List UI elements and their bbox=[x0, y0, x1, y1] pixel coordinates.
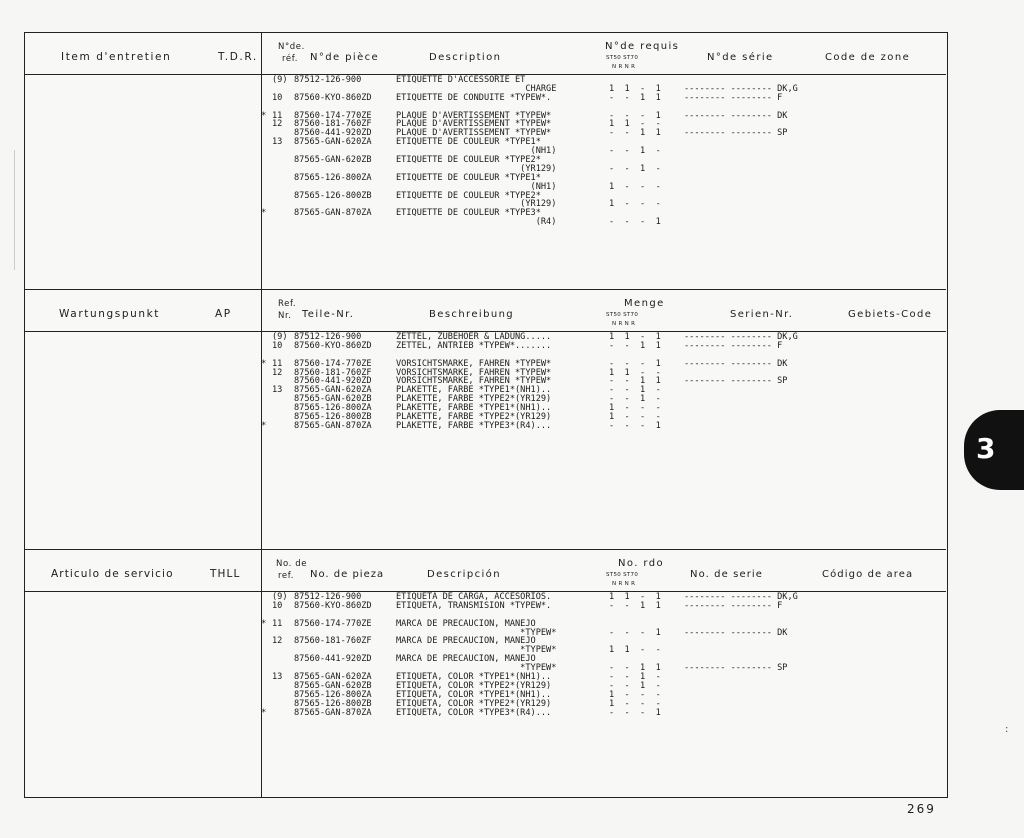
table-row bbox=[261, 208, 946, 219]
part-number: 87560-KYO-860ZD bbox=[294, 600, 372, 611]
star-mark: * bbox=[261, 707, 267, 718]
part-number: 87560-174-770ZE bbox=[294, 358, 372, 369]
part-number: 87565-GAN-620ZB bbox=[294, 155, 372, 166]
models-header: ST50 ST70 bbox=[606, 55, 639, 61]
parts-rows bbox=[261, 592, 946, 718]
description: (R4) bbox=[396, 217, 557, 228]
part-number: 87565-GAN-620ZA bbox=[294, 672, 372, 683]
description: (YR129) bbox=[396, 199, 557, 210]
table-row bbox=[268, 192, 946, 201]
quantity: 1 1 - - bbox=[609, 645, 661, 656]
part-number: 87560-174-770ZE bbox=[294, 618, 372, 629]
part-number: 87560-174-770ZE bbox=[294, 110, 372, 121]
desc-header: Beschreibung bbox=[429, 309, 515, 320]
star-mark: * bbox=[261, 420, 267, 431]
part-number: 87565-GAN-620ZA bbox=[294, 137, 372, 148]
description: ZETTEL, ZUBEHOER & LADUNG..... bbox=[396, 332, 552, 342]
nr-header: N R N R bbox=[612, 64, 636, 70]
table-row bbox=[268, 342, 946, 351]
serial-zone: -------- -------- F bbox=[684, 92, 783, 103]
star-mark: * bbox=[261, 618, 267, 629]
section-french bbox=[25, 33, 946, 289]
quantity: - - 1 - bbox=[609, 672, 661, 683]
part-number: 87560-KYO-860ZD bbox=[294, 92, 372, 103]
desc-header: Descripción bbox=[427, 569, 501, 580]
description: *TYPEW* bbox=[396, 627, 557, 638]
description: ETIQUETA, TRANSMISION *TYPEW*. bbox=[396, 600, 552, 611]
description: MARCA DE PRECAUCION, MANEJO bbox=[396, 618, 536, 629]
part-header: N°de pièce bbox=[310, 52, 380, 63]
description: ETIQUETTE DE COULEUR *TYPE1* bbox=[396, 172, 541, 183]
section-spanish bbox=[25, 549, 946, 797]
part-number: 87565-126-800ZA bbox=[294, 689, 372, 700]
section-tab-number: 3 bbox=[976, 432, 996, 465]
ref-header-b: réf. bbox=[282, 54, 299, 64]
part-number: 87565-GAN-870ZA bbox=[294, 420, 372, 431]
ref-number: 11 bbox=[272, 110, 283, 121]
quantity: - - - 1 bbox=[609, 627, 661, 638]
part-number: 87560-441-920ZD bbox=[294, 128, 372, 139]
ref-header-b: ref. bbox=[278, 571, 295, 581]
description: ZETTEL, ANTRIEB *TYPEW*....... bbox=[396, 340, 552, 351]
quantity: - - - 1 bbox=[609, 110, 661, 121]
quantity: - - 1 1 bbox=[609, 92, 661, 103]
description: MARCA DE PRECAUCION, MANEJO bbox=[396, 636, 536, 647]
zone-header: Gebiets-Code bbox=[848, 309, 933, 320]
scan-edge-line bbox=[14, 150, 15, 270]
description: ETIQUETA, COLOR *TYPE1*(NH1).. bbox=[396, 689, 552, 700]
quantity: - - - 1 bbox=[609, 707, 661, 718]
serial-zone: -------- -------- SP bbox=[684, 663, 788, 674]
star-mark: * bbox=[261, 110, 267, 121]
ref-number: 10 bbox=[272, 92, 283, 103]
table-row bbox=[268, 76, 946, 85]
table-row bbox=[261, 707, 946, 718]
table-row bbox=[268, 602, 946, 611]
ref-number: 12 bbox=[272, 636, 283, 647]
quantity: - - 1 1 bbox=[609, 340, 661, 351]
serial-zone: -------- -------- DK bbox=[684, 110, 788, 121]
part-number: 87565-GAN-870ZA bbox=[294, 707, 372, 718]
description: VORSICHTSMARKE, FAHREN *TYPEW* bbox=[396, 376, 552, 387]
table-row bbox=[268, 218, 946, 227]
section-tab bbox=[964, 410, 1024, 490]
item-title: Articulo de servicio bbox=[51, 568, 174, 580]
description: PLAKETTE, FARBE *TYPE1*(NH1).. bbox=[396, 403, 552, 414]
quantity: - - 1 - bbox=[609, 163, 661, 174]
quantity: - - 1 1 bbox=[609, 663, 661, 674]
description: ETIQUETTE DE CONDUITE *TYPEW*. bbox=[396, 92, 552, 103]
description: (YR129) bbox=[396, 163, 557, 174]
table-row bbox=[268, 637, 946, 646]
part-number: 87565-GAN-870ZA bbox=[294, 208, 372, 219]
left-column bbox=[25, 290, 262, 550]
parts-catalog-page bbox=[24, 32, 948, 798]
description: ETIQUETA DE CARGA, ACCESORIOS. bbox=[396, 592, 552, 602]
description: (NH1) bbox=[396, 181, 557, 192]
models-header: ST50 ST70 bbox=[606, 572, 639, 578]
serial-zone: -------- -------- F bbox=[684, 600, 783, 611]
left-column bbox=[25, 550, 262, 797]
quantity: - - - 1 bbox=[609, 358, 661, 369]
ref-number: 13 bbox=[272, 137, 283, 148]
quantity: 1 1 - 1 bbox=[609, 592, 661, 602]
star-mark: * bbox=[261, 358, 267, 369]
part-number: 87560-KYO-860ZD bbox=[294, 340, 372, 351]
parts-rows bbox=[261, 75, 946, 228]
quantity: - - - 1 bbox=[609, 217, 661, 228]
part-number: 87565-GAN-620ZB bbox=[294, 394, 372, 405]
quantity: - - 1 1 bbox=[609, 376, 661, 387]
quantity: 1 - - - bbox=[609, 698, 661, 709]
serial-header: Serien-Nr. bbox=[730, 309, 794, 320]
description: ETIQUETTE DE COULEUR *TYPE2* bbox=[396, 190, 541, 201]
quantity: - - - 1 bbox=[609, 420, 661, 431]
description: PLAKETTE, FARBE *TYPE3*(R4)... bbox=[396, 420, 552, 431]
description: *TYPEW* bbox=[396, 645, 557, 656]
description: PLAQUE D'AVERTISSEMENT *TYPEW* bbox=[396, 110, 552, 121]
part-number: 87512-126-900 bbox=[294, 75, 362, 85]
part-header: Teile-Nr. bbox=[302, 309, 355, 320]
description: ETIQUETTE D'ACCESSORIE ET bbox=[396, 75, 526, 85]
quantity: 1 1 - 1 bbox=[609, 83, 661, 94]
serial-zone: -------- -------- SP bbox=[684, 376, 788, 387]
description: ETIQUETA, COLOR *TYPE2*(YR129) bbox=[396, 680, 552, 691]
desc-header: Description bbox=[429, 52, 502, 63]
quantity: 1 1 - 1 bbox=[609, 332, 661, 342]
quantity: - - 1 - bbox=[609, 680, 661, 691]
ref-number: 13 bbox=[272, 385, 283, 396]
serial-zone: -------- -------- DK bbox=[684, 358, 788, 369]
part-number: 87560-181-760ZF bbox=[294, 367, 372, 378]
part-header: No. de pieza bbox=[310, 569, 385, 580]
description: PLAQUE D'AVERTISSEMENT *TYPEW* bbox=[396, 119, 552, 130]
star-mark: * bbox=[261, 208, 267, 219]
serial-header: N°de série bbox=[707, 52, 774, 63]
table-row bbox=[268, 138, 946, 147]
section-german bbox=[25, 289, 946, 550]
table-row bbox=[261, 618, 946, 629]
quantity: 1 - - - bbox=[609, 689, 661, 700]
description: ETIQUETA, COLOR *TYPE2*(YR129) bbox=[396, 698, 552, 709]
quantity: 1 - - - bbox=[609, 403, 661, 414]
description: ETIQUETA, COLOR *TYPE3*(R4)... bbox=[396, 707, 552, 718]
description: PLAKETTE, FARBE *TYPE2*(YR129) bbox=[396, 394, 552, 405]
qty-header: No. rdo bbox=[618, 558, 664, 569]
description: VORSICHTSMARKE, FAHREN *TYPEW* bbox=[396, 367, 552, 378]
description: *TYPEW* bbox=[396, 663, 557, 674]
part-number: 87565-126-800ZA bbox=[294, 172, 372, 183]
quantity: - - 1 - bbox=[609, 385, 661, 396]
description: PLAKETTE, FARBE *TYPE2*(YR129) bbox=[396, 412, 552, 423]
serial-zone: -------- -------- DK,G bbox=[684, 332, 798, 342]
ref-number: 10 bbox=[272, 340, 283, 351]
part-number: 87565-126-800ZB bbox=[294, 190, 372, 201]
part-number: 87512-126-900 bbox=[294, 592, 362, 602]
part-number: 87560-441-920ZD bbox=[294, 376, 372, 387]
zone-header: Code de zone bbox=[825, 52, 911, 63]
serial-zone: -------- -------- SP bbox=[684, 128, 788, 139]
serial-zone: -------- -------- F bbox=[684, 340, 783, 351]
serial-header: No. de serie bbox=[690, 569, 764, 580]
serial-zone: -------- -------- DK,G bbox=[684, 83, 798, 94]
quantity: 1 - - - bbox=[609, 199, 661, 210]
part-number: 87560-181-760ZF bbox=[294, 636, 372, 647]
description: ETIQUETA, COLOR *TYPE1*(NH1).. bbox=[396, 672, 552, 683]
serial-zone: -------- -------- DK bbox=[684, 627, 788, 638]
item-code: THLL bbox=[210, 568, 241, 580]
page-number: 269 bbox=[907, 802, 936, 816]
item-title: Wartungspunkt bbox=[59, 308, 160, 320]
nr-header: N R N R bbox=[612, 321, 636, 327]
description: PLAKETTE, FARBE *TYPE1*(NH1).. bbox=[396, 385, 552, 396]
quantity: - - 1 1 bbox=[609, 128, 661, 139]
part-number: 87560-181-760ZF bbox=[294, 119, 372, 130]
models-header: ST50 ST70 bbox=[606, 312, 639, 318]
binding-mark: : bbox=[1005, 724, 1009, 735]
left-column bbox=[25, 33, 262, 289]
ref-number: 12 bbox=[272, 119, 283, 130]
description: PLAQUE D'AVERTISSEMENT *TYPEW* bbox=[396, 128, 552, 139]
quantity: - - 1 - bbox=[609, 394, 661, 405]
ref-header-a: N°de. bbox=[278, 42, 305, 52]
description: ETIQUETTE DE COULEUR *TYPE2* bbox=[396, 155, 541, 166]
zone-header: Código de area bbox=[822, 569, 914, 580]
qty-header: Menge bbox=[624, 298, 665, 309]
item-code: AP bbox=[215, 308, 232, 320]
part-number: 87565-126-800ZB bbox=[294, 698, 372, 709]
description: CHARGE bbox=[396, 83, 557, 94]
quantity: 1 - - - bbox=[609, 181, 661, 192]
ref-number: 11 bbox=[272, 618, 283, 629]
table-row bbox=[268, 156, 946, 165]
ref-number: (9) bbox=[272, 592, 288, 602]
table-row bbox=[268, 174, 946, 183]
parts-rows bbox=[261, 332, 946, 431]
part-number: 87512-126-900 bbox=[294, 332, 362, 342]
part-number: 87560-441-920ZD bbox=[294, 654, 372, 665]
description: ETIQUETTE DE COULEUR *TYPE3* bbox=[396, 208, 541, 219]
qty-header: N°de requis bbox=[605, 41, 680, 52]
ref-number: 12 bbox=[272, 367, 283, 378]
quantity: - - 1 - bbox=[609, 146, 661, 157]
part-number: 87565-GAN-620ZB bbox=[294, 680, 372, 691]
ref-header-a: No. de bbox=[276, 559, 308, 569]
part-number: 87565-GAN-620ZA bbox=[294, 385, 372, 396]
description: ETIQUETTE DE COULEUR *TYPE1* bbox=[396, 137, 541, 148]
quantity: - - 1 1 bbox=[609, 600, 661, 611]
ref-header-b: Nr. bbox=[278, 311, 292, 321]
table-row bbox=[268, 94, 946, 103]
description: MARCA DE PRECAUCION, MANEJO bbox=[396, 654, 536, 665]
description: VORSICHTSMARKE, FAHREN *TYPEW* bbox=[396, 358, 552, 369]
item-code: T.D.R. bbox=[218, 51, 258, 63]
quantity: 1 1 - - bbox=[609, 367, 661, 378]
item-title: Item d'entretien bbox=[61, 51, 172, 63]
part-number: 87565-126-800ZB bbox=[294, 412, 372, 423]
ref-number: (9) bbox=[272, 332, 288, 342]
table-row bbox=[261, 420, 946, 431]
nr-header: N R N R bbox=[612, 581, 636, 587]
ref-number: (9) bbox=[272, 75, 288, 85]
quantity: 1 1 - - bbox=[609, 119, 661, 130]
ref-number: 11 bbox=[272, 358, 283, 369]
table-row bbox=[268, 655, 946, 664]
description: (NH1) bbox=[396, 146, 557, 157]
serial-zone: -------- -------- DK,G bbox=[684, 592, 798, 602]
part-number: 87565-126-800ZA bbox=[294, 403, 372, 414]
ref-number: 10 bbox=[272, 600, 283, 611]
ref-number: 13 bbox=[272, 672, 283, 683]
ref-header-a: Ref. bbox=[278, 299, 297, 309]
quantity: 1 - - - bbox=[609, 412, 661, 423]
